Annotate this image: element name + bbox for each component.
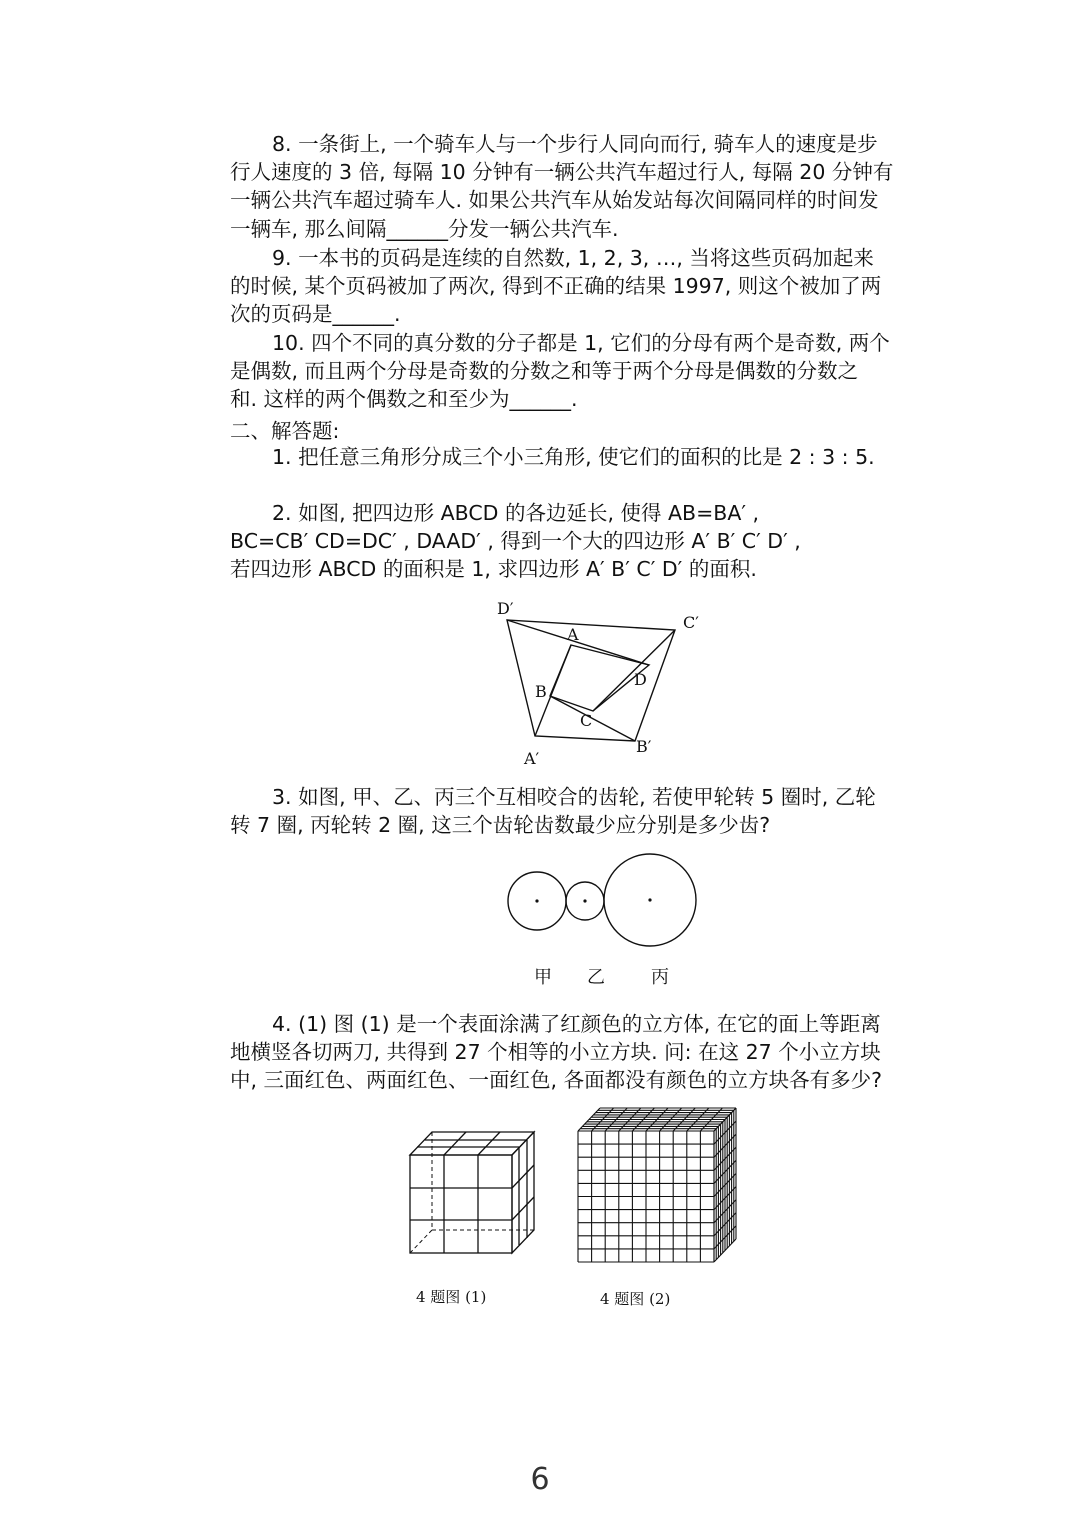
gears-figure (500, 845, 705, 995)
label-d: D (634, 670, 647, 689)
cube-top-grid-line (478, 1132, 500, 1155)
label-c: C (580, 711, 593, 730)
gear-label-bing: 丙 (651, 967, 669, 988)
cube-3x3-figure (400, 1120, 545, 1260)
question-1-line: 1. 把任意三角形分成三个小三角形, 使它们的面积的比是 2 : 3 : 5. (272, 445, 875, 469)
question-4-line: 4. (1) 图 (1) 是一个表面涂满了红颜色的立方体, 在它的面上等距离 (272, 1012, 881, 1036)
figure-caption-2: 4 题图 (2) (600, 1290, 671, 1308)
extension-bc (550, 696, 635, 741)
gear-label-jia: 甲 (534, 967, 552, 988)
question-4-line: 中, 三面红色、两面红色、一面红色, 各面都没有颜色的立方块各有多少? (230, 1068, 882, 1093)
label-c-prime: C′ (683, 613, 699, 632)
question-2-line: BC=CB′ CD=DC′ , DAAD′ , 得到一个大的四边形 A′ B′ C′ D′ , (230, 529, 801, 554)
label-d-prime: D′ (497, 599, 514, 618)
question-3-line: 转 7 圈, 丙轮转 2 圈, 这三个齿轮齿数最少应分别是多少齿? (230, 813, 771, 838)
label-a: A (567, 625, 579, 644)
label-b-prime: B′ (636, 737, 652, 756)
problem-10-line: 是偶数, 而且两个分母是奇数的分数之和等于两个分母是偶数的分数之 (230, 359, 859, 384)
cube-grid-figure (570, 1100, 740, 1270)
question-4 (230, 1010, 920, 1095)
quadrilateral-figure (490, 596, 720, 771)
question-2 (230, 499, 920, 584)
problem-9-line: 的时候, 某个页码被加了两次, 得到不正确的结果 1997, 则这个被加了两 (230, 274, 882, 299)
problem-9-line: 9. 一本书的页码是连续的自然数, 1, 2, 3, …, 当将这些页码加起来 (272, 246, 874, 270)
question-1 (230, 443, 920, 471)
problem-8-line: 8. 一条街上, 一个骑车人与一个步行人同向而行, 骑车人的速度是步 (272, 132, 878, 156)
page-number: 6 (530, 1462, 550, 1497)
cube-right-grid-line (512, 1197, 534, 1220)
cube-right-grid-line (512, 1165, 534, 1188)
problem-10-line: 10. 四个不同的真分数的分子都是 1, 它们的分母有两个是奇数, 两个 (272, 331, 890, 355)
section-heading: 二、解答题: (230, 419, 340, 443)
problem-10 (230, 329, 920, 414)
problem-8 (230, 130, 920, 243)
gear-bing-center (648, 898, 651, 901)
question-4-line: 地横竖各切两刀, 共得到 27 个相等的小立方块. 问: 在这 27 个小立方块 (230, 1040, 881, 1065)
problem-9 (230, 244, 920, 329)
gear-jia-center (535, 899, 538, 902)
problem-8-line: 行人速度的 3 倍, 每隔 10 分钟有一辆公共汽车超过行人, 每隔 20 分钟有 (230, 160, 894, 185)
gear-label-yi: 乙 (587, 967, 605, 988)
problem-10-line: 和. 这样的两个偶数之和至少为______. (230, 387, 578, 412)
question-3-line: 3. 如图, 甲、乙、丙三个互相咬合的齿轮, 若使甲轮转 5 圈时, 乙轮 (272, 785, 876, 809)
problem-9-line: 次的页码是______. (230, 302, 401, 327)
label-b: B (535, 682, 547, 701)
question-2-line: 若四边形 ABCD 的面积是 1, 求四边形 A′ B′ C′ D′ 的面积. (230, 557, 757, 582)
question-3 (230, 783, 920, 839)
label-a-prime: A′ (524, 749, 540, 768)
figure-caption-1: 4 题图 (1) (416, 1288, 487, 1306)
cube-right-face (512, 1132, 534, 1253)
problem-8-line: 一辆公共汽车超过骑车人. 如果公共汽车从始发站每次间隔同样的时间发 (230, 188, 879, 213)
problem-8-line: 一辆车, 那么间隔______分发一辆公共汽车. (230, 216, 619, 241)
cube-hidden-edge (410, 1230, 432, 1253)
question-2-line: 2. 如图, 把四边形 ABCD 的各边延长, 使得 AB=BA′ , (272, 501, 760, 525)
cube-top-grid-line (444, 1132, 466, 1155)
gear-yi-center (583, 899, 586, 902)
cube-front-face (410, 1155, 512, 1253)
